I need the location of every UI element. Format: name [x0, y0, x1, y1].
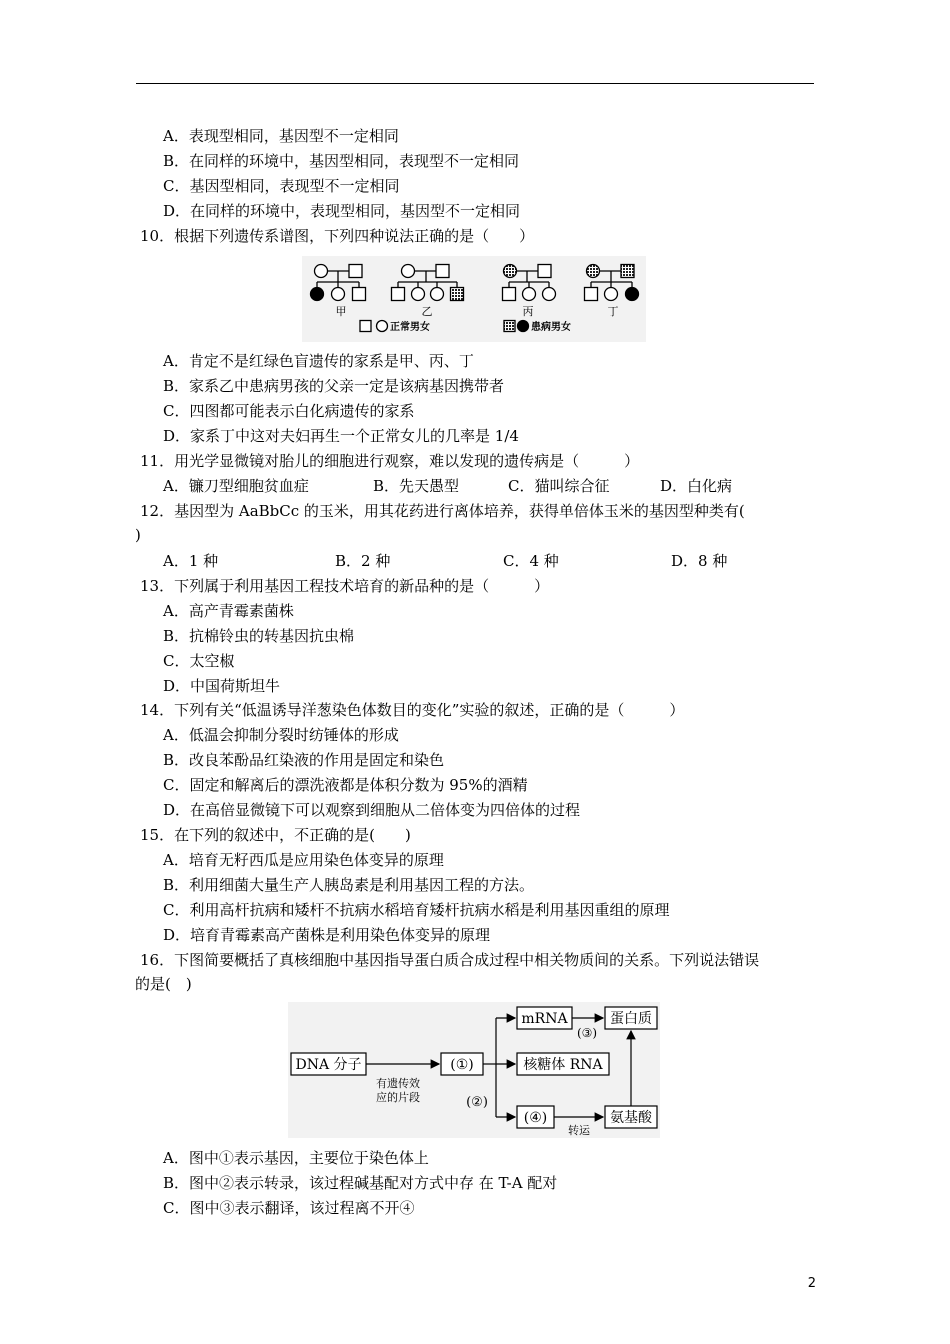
q10-option-a: A．肯定不是红绿色盲遗传的家系是甲、丙、丁: [163, 352, 474, 370]
q11-option-c: C．猫叫综合征: [508, 477, 610, 495]
amino-label: 氨基酸: [610, 1110, 652, 1126]
q11-option-d: D．白化病: [660, 477, 733, 495]
q16-stem-cont: 的是( ): [135, 975, 192, 993]
q13-stem: 13．下列属于利用基因工程技术培育的新品种的是（ ）: [140, 577, 550, 595]
q15-stem: 15．在下列的叙述中，不正确的是( ): [140, 826, 411, 844]
edge-label-line2: 应的片段: [376, 1091, 420, 1104]
legend-affected-label: 患病男女: [531, 322, 571, 333]
q9-option-b: B．在同样的环境中，基因型相同，表现型不一定相同: [163, 152, 520, 170]
q14-stem: 14．下列有关“低温诱导洋葱染色体数目的变化”实验的叙述，正确的是（ ）: [140, 701, 685, 719]
q12-option-d: D．8 种: [671, 552, 728, 570]
q12-stem: 12．基因型为 AaBbCc 的玉米，用其花药进行离体培养，获得单倍体玉米的基因型种类有(: [140, 502, 745, 520]
q12-option-a: A．1 种: [163, 552, 219, 570]
pedigree-family-bing: [503, 265, 556, 301]
protein-label: 蛋白质: [610, 1011, 652, 1027]
legend-normal-female-icon: [377, 321, 388, 332]
q10-stem: 10．根据下列遗传系谱图，下列四种说法正确的是（ ）: [140, 227, 535, 245]
q13-option-b: B．抗棉铃虫的转基因抗虫棉: [163, 627, 355, 645]
circle3-label: (③): [576, 1026, 598, 1040]
circle1-label: (①): [450, 1057, 474, 1073]
q12-stem-cont: ): [135, 526, 141, 544]
legend-affected-female-icon: [518, 321, 529, 332]
transport-label: 转运: [568, 1124, 590, 1137]
gene-expression-flowchart: [288, 1002, 660, 1138]
q12-option-c: C．4 种: [503, 552, 559, 570]
q13-option-d: D．中国荷斯坦牛: [163, 677, 281, 695]
q11-option-a: A．镰刀型细胞贫血症: [163, 477, 309, 495]
pedigree-label-bing: 丙: [522, 305, 534, 318]
page-number: 2: [807, 1276, 816, 1291]
legend-normal-label: 正常男女: [390, 322, 430, 333]
q14-option-d: D．在高倍显微镜下可以观察到细胞从二倍体变为四倍体的过程: [163, 801, 581, 819]
pedigree-label-ding: 丁: [607, 305, 619, 318]
dna-label: DNA 分子: [295, 1057, 362, 1073]
pedigree-figure: [302, 256, 646, 342]
pedigree-label-yi: 乙: [421, 305, 433, 318]
q14-option-b: B．改良苯酚品红染液的作用是固定和染色: [163, 751, 445, 769]
edge-label-line1: 有遗传效: [376, 1077, 420, 1090]
q14-option-a: A．低温会抑制分裂时纺锤体的形成: [163, 726, 399, 744]
mrna-label: mRNA: [521, 1011, 568, 1027]
q16-option-a: A．图中①表示基因，主要位于染色体上: [163, 1149, 429, 1167]
q15-option-d: D．培育青霉素高产菌株是利用染色体变异的原理: [163, 926, 491, 944]
q15-option-b: B．利用细菌大量生产人胰岛素是利用基因工程的方法。: [163, 876, 535, 894]
legend-affected-male-icon: [504, 321, 515, 332]
rrna-label: 核糖体 RNA: [523, 1057, 603, 1073]
pedigree-family-yi: [392, 265, 464, 301]
q15-option-c: C．利用高杆抗病和矮杆不抗病水稻培育矮杆抗病水稻是利用基因重组的原理: [163, 901, 670, 919]
pedigree-label-jia: 甲: [335, 305, 347, 318]
circle2-label: (②): [466, 1095, 488, 1110]
q9-option-d: D．在同样的环境中，表现型相同，基因型不一定相同: [163, 202, 521, 220]
q9-option-a: A．表现型相同，基因型不一定相同: [163, 127, 399, 145]
q10-option-d: D．家系丁中这对夫妇再生一个正常女儿的几率是 1/4: [163, 427, 519, 445]
pedigree-family-jia: [311, 265, 366, 301]
q14-option-c: C．固定和解离后的漂洗液都是体积分数为 95%的酒精: [163, 776, 528, 794]
q11-stem: 11．用光学显微镜对胎儿的细胞进行观察，难以发现的遗传病是（ ）: [140, 452, 640, 470]
pedigree-chart: [302, 256, 646, 342]
q11-option-b: B．先天愚型: [373, 477, 460, 495]
q13-option-a: A．高产青霉素菌株: [163, 602, 294, 620]
q15-option-a: A．培育无籽西瓜是应用染色体变异的原理: [163, 851, 444, 869]
q10-option-c: C．四图都可能表示白化病遗传的家系: [163, 402, 415, 420]
q16-option-b: B．图中②表示转录，该过程碱基配对方式中存 在 T-A 配对: [163, 1174, 558, 1192]
q16-stem: 16．下图简要概括了真核细胞中基因指导蛋白质合成过程中相关物质间的关系。下列说法错误: [140, 951, 760, 969]
q9-option-c: C．基因型相同，表现型不一定相同: [163, 177, 400, 195]
q16-option-c: C．图中③表示翻译，该过程离不开④: [163, 1199, 415, 1217]
q12-option-b: B．2 种: [335, 552, 391, 570]
gene-expression-diagram: [288, 1002, 660, 1138]
circle4-label: (④): [523, 1110, 548, 1126]
legend-normal-male-icon: [360, 321, 371, 332]
q10-option-b: B．家系乙中患病男孩的父亲一定是该病基因携带者: [163, 377, 505, 395]
pedigree-family-ding: [585, 265, 639, 301]
q13-option-c: C．太空椒: [163, 652, 235, 670]
header-rule: [136, 83, 814, 84]
